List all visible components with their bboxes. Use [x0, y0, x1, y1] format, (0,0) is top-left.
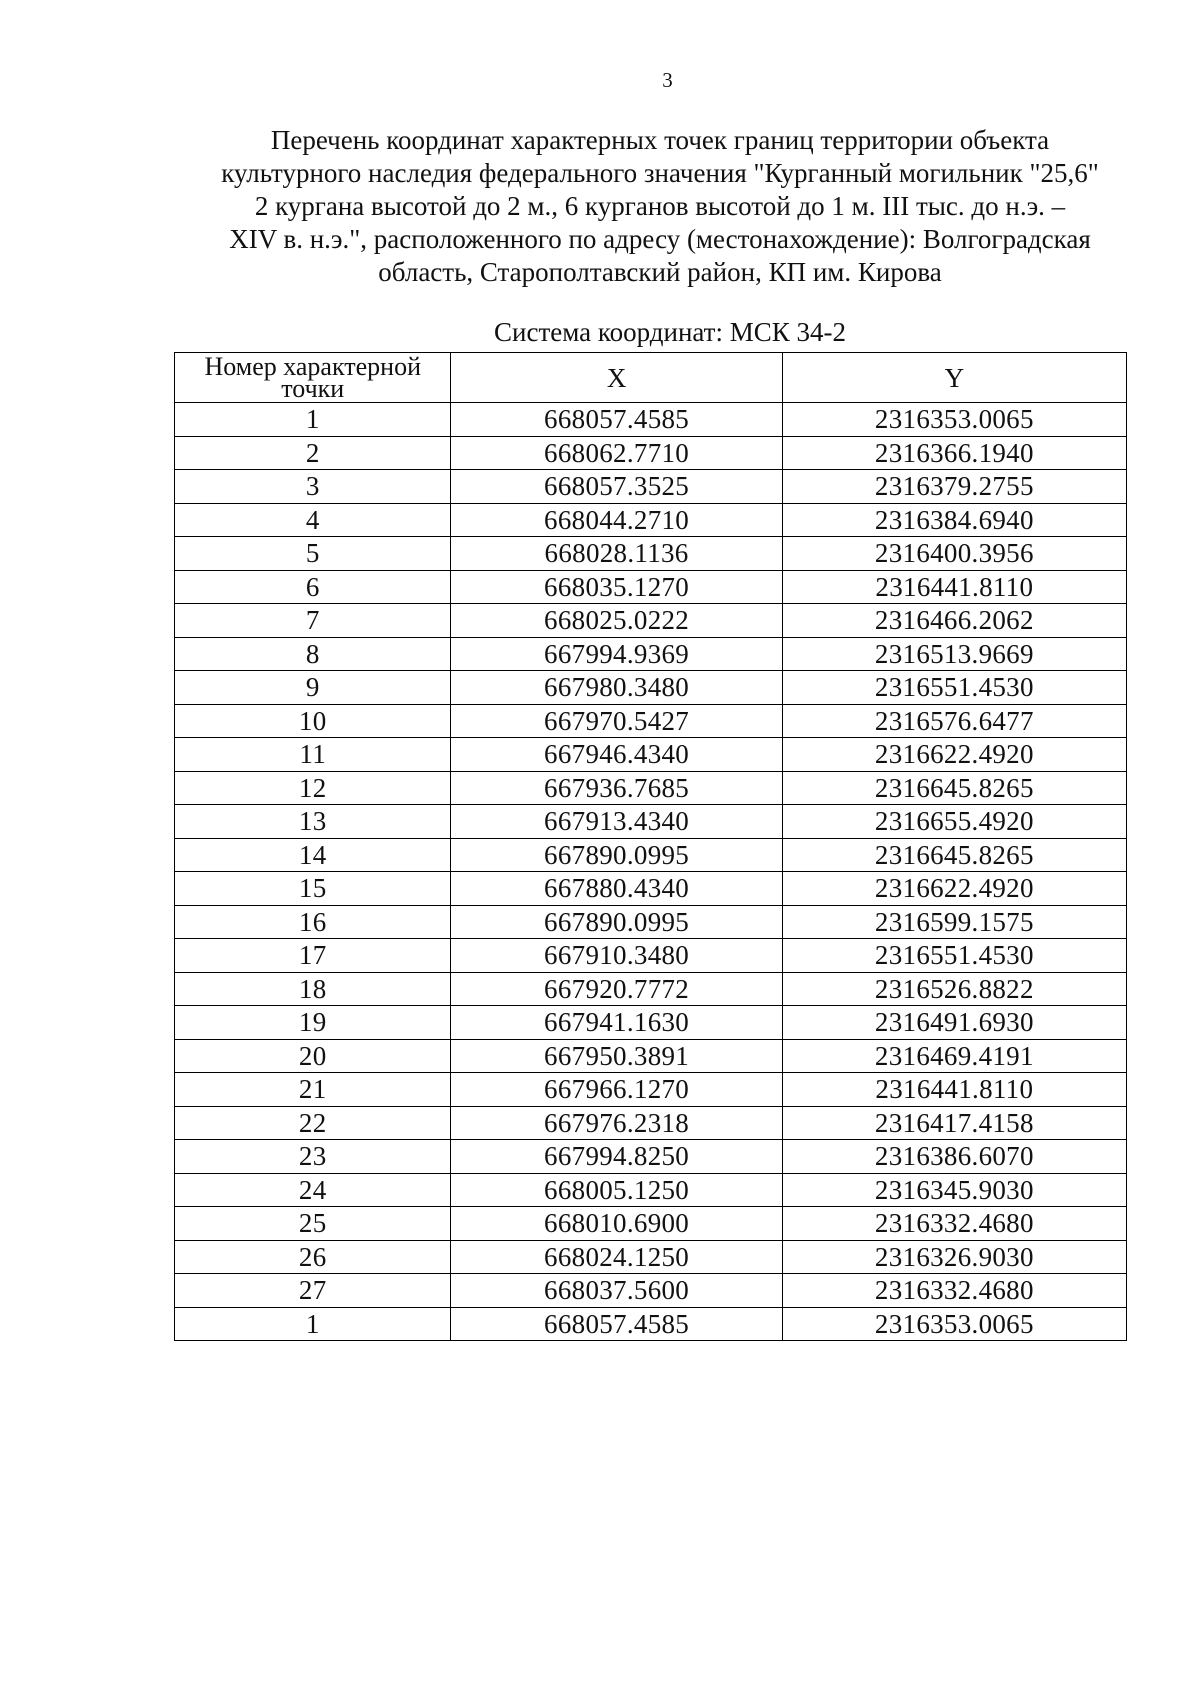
cell-x: 667920.7772	[451, 972, 782, 1006]
cell-y: 2316645.8265	[782, 838, 1126, 872]
cell-point-number: 22	[175, 1106, 451, 1140]
cell-x: 668057.4585	[451, 1307, 782, 1341]
cell-x: 667913.4340	[451, 805, 782, 839]
cell-y: 2316441.8110	[782, 1073, 1126, 1107]
cell-y: 2316417.4158	[782, 1106, 1126, 1140]
table-row	[175, 470, 1127, 504]
cell-y: 2316526.8822	[782, 972, 1126, 1006]
cell-y: 2316645.8265	[782, 771, 1126, 805]
cell-point-number: 26	[175, 1240, 451, 1274]
cell-x: 668028.1136	[451, 537, 782, 571]
cell-point-number: 24	[175, 1173, 451, 1207]
cell-y: 2316551.4530	[782, 671, 1126, 705]
table-row	[175, 972, 1127, 1006]
cell-y: 2316386.6070	[782, 1140, 1126, 1174]
table-row	[175, 1274, 1127, 1308]
cell-point-number: 15	[175, 872, 451, 906]
table-header-row	[175, 353, 1127, 403]
cell-y: 2316326.9030	[782, 1240, 1126, 1274]
cell-point-number: 12	[175, 771, 451, 805]
cell-point-number: 25	[175, 1207, 451, 1241]
cell-x: 668025.0222	[451, 604, 782, 638]
title-line: культурного наследия федерального значения "Курганный могильник "25,6"	[221, 158, 1099, 188]
cell-point-number: 14	[175, 838, 451, 872]
title-line: Перечень координат характерных точек границ территории объекта	[270, 125, 1050, 155]
cell-x: 667970.5427	[451, 704, 782, 738]
table-row	[175, 570, 1127, 604]
header-x: X	[451, 353, 782, 403]
cell-point-number: 9	[175, 671, 451, 705]
cell-x: 667950.3891	[451, 1039, 782, 1073]
cell-point-number: 7	[175, 604, 451, 638]
table-row	[175, 537, 1127, 571]
cell-y: 2316441.8110	[782, 570, 1126, 604]
table-row	[175, 805, 1127, 839]
cell-y: 2316599.1575	[782, 905, 1126, 939]
cell-y: 2316576.6477	[782, 704, 1126, 738]
header-point-number: Номер характерной точки	[175, 353, 451, 403]
table-row	[175, 1140, 1127, 1174]
cell-y: 2316622.4920	[782, 738, 1126, 772]
cell-x: 667994.9369	[451, 637, 782, 671]
cell-x: 668024.1250	[451, 1240, 782, 1274]
cell-x: 667910.3480	[451, 939, 782, 973]
cell-y: 2316353.0065	[782, 1307, 1126, 1341]
table-row	[175, 1207, 1127, 1241]
cell-x: 667890.0995	[451, 905, 782, 939]
table-row	[175, 1307, 1127, 1341]
cell-point-number: 20	[175, 1039, 451, 1073]
table-body	[175, 403, 1127, 1341]
cell-point-number: 2	[175, 436, 451, 470]
cell-point-number: 1	[175, 403, 451, 437]
cell-y: 2316332.4680	[782, 1274, 1126, 1308]
cell-x: 668062.7710	[451, 436, 782, 470]
cell-x: 668005.1250	[451, 1173, 782, 1207]
cell-y: 2316469.4191	[782, 1039, 1126, 1073]
table-row	[175, 1073, 1127, 1107]
cell-point-number: 10	[175, 704, 451, 738]
table-row	[175, 704, 1127, 738]
cell-x: 667890.0995	[451, 838, 782, 872]
cell-point-number: 4	[175, 503, 451, 537]
table-row	[175, 1039, 1127, 1073]
cell-y: 2316622.4920	[782, 872, 1126, 906]
title-line: XIV в. н.э.", расположенного по адресу (местонахождение): Волгоградская	[229, 224, 1091, 254]
cell-y: 2316655.4920	[782, 805, 1126, 839]
cell-x: 667966.1270	[451, 1073, 782, 1107]
cell-x: 668037.5600	[451, 1274, 782, 1308]
cell-y: 2316551.4530	[782, 939, 1126, 973]
cell-y: 2316379.2755	[782, 470, 1126, 504]
table-row	[175, 771, 1127, 805]
table-row	[175, 1173, 1127, 1207]
title-line: область, Старополтавский район, КП им. Кирова	[378, 257, 942, 287]
document-title	[195, 124, 1125, 289]
cell-y: 2316491.6930	[782, 1006, 1126, 1040]
cell-y: 2316466.2062	[782, 604, 1126, 638]
table-row	[175, 604, 1127, 638]
table-row	[175, 872, 1127, 906]
table-row	[175, 403, 1127, 437]
table-row	[175, 939, 1127, 973]
coordinates-table	[174, 352, 1127, 1341]
cell-x: 668044.2710	[451, 503, 782, 537]
cell-point-number: 5	[175, 537, 451, 571]
cell-point-number: 8	[175, 637, 451, 671]
cell-point-number: 1	[175, 1307, 451, 1341]
cell-point-number: 3	[175, 470, 451, 504]
cell-y: 2316345.9030	[782, 1173, 1126, 1207]
cell-x: 668057.4585	[451, 403, 782, 437]
cell-point-number: 23	[175, 1140, 451, 1174]
table-row	[175, 838, 1127, 872]
cell-y: 2316366.1940	[782, 436, 1126, 470]
cell-point-number: 19	[175, 1006, 451, 1040]
cell-x: 667976.2318	[451, 1106, 782, 1140]
cell-point-number: 13	[175, 805, 451, 839]
cell-y: 2316513.9669	[782, 637, 1126, 671]
cell-y: 2316353.0065	[782, 403, 1126, 437]
table-row	[175, 436, 1127, 470]
table-row	[175, 1106, 1127, 1140]
cell-point-number: 21	[175, 1073, 451, 1107]
cell-point-number: 6	[175, 570, 451, 604]
header-y: Y	[782, 353, 1126, 403]
table-row	[175, 671, 1127, 705]
coordinate-system-caption: Система координат: МСК 34-2	[494, 317, 846, 347]
cell-point-number: 17	[175, 939, 451, 973]
cell-y: 2316332.4680	[782, 1207, 1126, 1241]
cell-point-number: 18	[175, 972, 451, 1006]
cell-x: 667941.1630	[451, 1006, 782, 1040]
table-row	[175, 738, 1127, 772]
cell-x: 667994.8250	[451, 1140, 782, 1174]
cell-x: 667936.7685	[451, 771, 782, 805]
table-row	[175, 905, 1127, 939]
cell-x: 667980.3480	[451, 671, 782, 705]
title-line: 2 кургана высотой до 2 м., 6 курганов высотой до 1 м. III тыс. до н.э. –	[254, 191, 1066, 221]
cell-x: 668010.6900	[451, 1207, 782, 1241]
cell-point-number: 27	[175, 1274, 451, 1308]
page-number: 3	[662, 68, 673, 92]
cell-y: 2316384.6940	[782, 503, 1126, 537]
cell-x: 667946.4340	[451, 738, 782, 772]
cell-point-number: 16	[175, 905, 451, 939]
cell-x: 668057.3525	[451, 470, 782, 504]
cell-point-number: 11	[175, 738, 451, 772]
table-row	[175, 637, 1127, 671]
cell-x: 667880.4340	[451, 872, 782, 906]
cell-x: 668035.1270	[451, 570, 782, 604]
table-row	[175, 1240, 1127, 1274]
table-row	[175, 1006, 1127, 1040]
table-row	[175, 503, 1127, 537]
cell-y: 2316400.3956	[782, 537, 1126, 571]
